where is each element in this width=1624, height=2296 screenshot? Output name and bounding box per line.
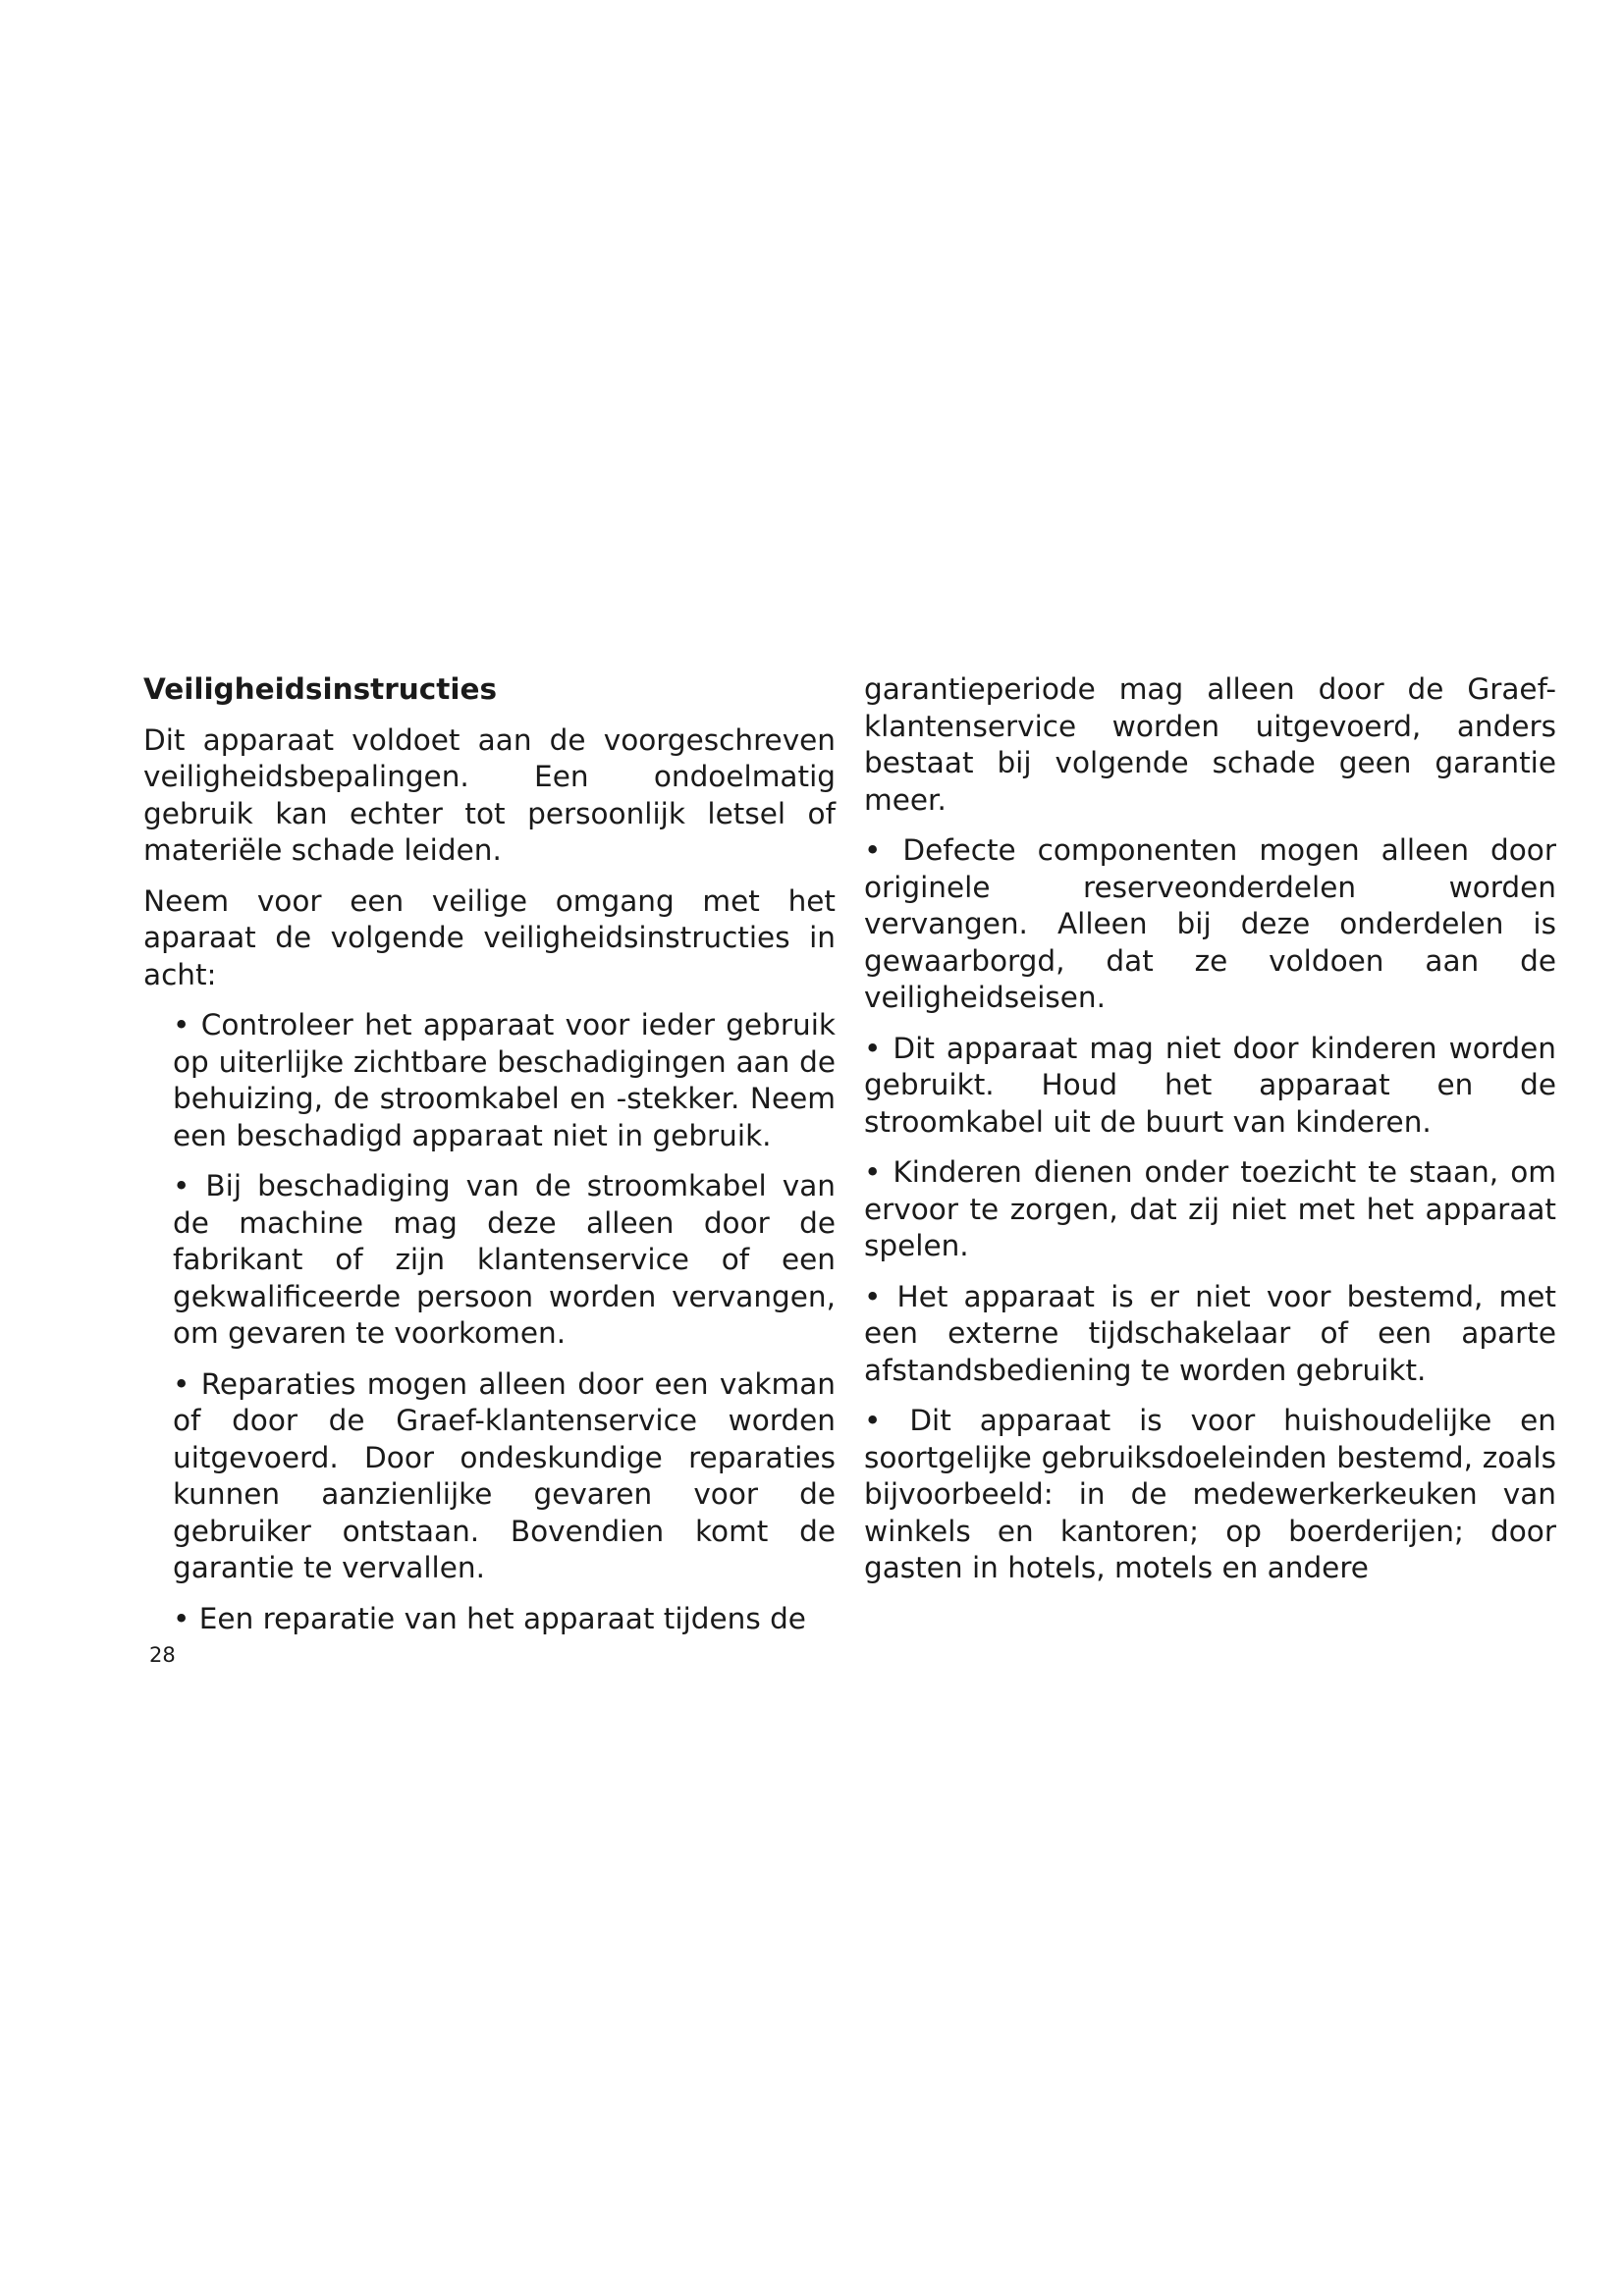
- section-heading: Veiligheidsinstructies: [143, 672, 498, 706]
- page-number: 28: [149, 1643, 176, 1667]
- bullet-item: • Een reparatie van het apparaat tijdens de: [173, 1601, 806, 1635]
- bullet-item: • Dit apparaat is voor huishoudelijke en soortgelijke gebruiksdoeleinden bestemd, zoals bijvoorbeeld: in de medewerkerkeuken van winkels en kantoren; op boerderijen; door gasten in hotels, motels en andere: [864, 1404, 1556, 1584]
- left-column: [143, 671, 836, 1637]
- bullet-item: • Defecte componenten mogen alleen door originele reserveonderdelen worden vervangen. Alleen bij deze onderdelen is gewaarborgd, dat ze voldoen aan de veiligheidseisen.: [864, 833, 1556, 1014]
- bullet-item: • Reparaties mogen alleen door een vakman of door de Graef-klantenservice worden uitgevoerd. Door ondeskundige reparaties kunnen aanzienlijke gevaren voor de gebruiker ontstaan. Bovendien komt de garantie te vervallen.: [173, 1366, 836, 1584]
- right-column: [864, 671, 1556, 1587]
- intro-paragraph: Dit apparaat voldoet aan de voorgeschreven veiligheidsbepalingen. Een ondoelmatig gebruik kan echter tot persoonlijk letsel of materiële schade leiden.: [143, 722, 836, 867]
- bullet-item: • Controleer het apparaat voor ieder gebruik op uiterlijke zichtbare beschadigingen aan de behuizing, de stroomkabel en -stekker. Neem een beschadigd apparaat niet in gebruik.: [173, 1008, 836, 1152]
- continuation-paragraph: garantieperiode mag alleen door de Graef-klantenservice worden uitgevoerd, anders bestaat bij volgende schade geen garantie meer.: [864, 672, 1556, 817]
- bullet-item: • Het apparaat is er niet voor bestemd, met een externe tijdschakelaar of een aparte afstandsbediening te worden gebruikt.: [864, 1279, 1556, 1387]
- bullet-item: • Kinderen dienen onder toezicht te staan, om ervoor te zorgen, dat zij niet met het apparaat spelen.: [864, 1155, 1556, 1262]
- bullet-item: • Dit apparaat mag niet door kinderen worden gebruikt. Houd het apparaat en de stroomkabel uit de buurt van kinderen.: [864, 1031, 1556, 1139]
- instruction-paragraph: Neem voor een veilige omgang met het aparaat de volgende veiligheidsinstructies in acht:: [143, 883, 836, 991]
- bullet-item: • Bij beschadiging van de stroomkabel van de machine mag deze alleen door de fabrikant of zijn klantenservice of een gekwalificeerde persoon worden vervangen, om gevaren te voorkomen.: [173, 1169, 836, 1350]
